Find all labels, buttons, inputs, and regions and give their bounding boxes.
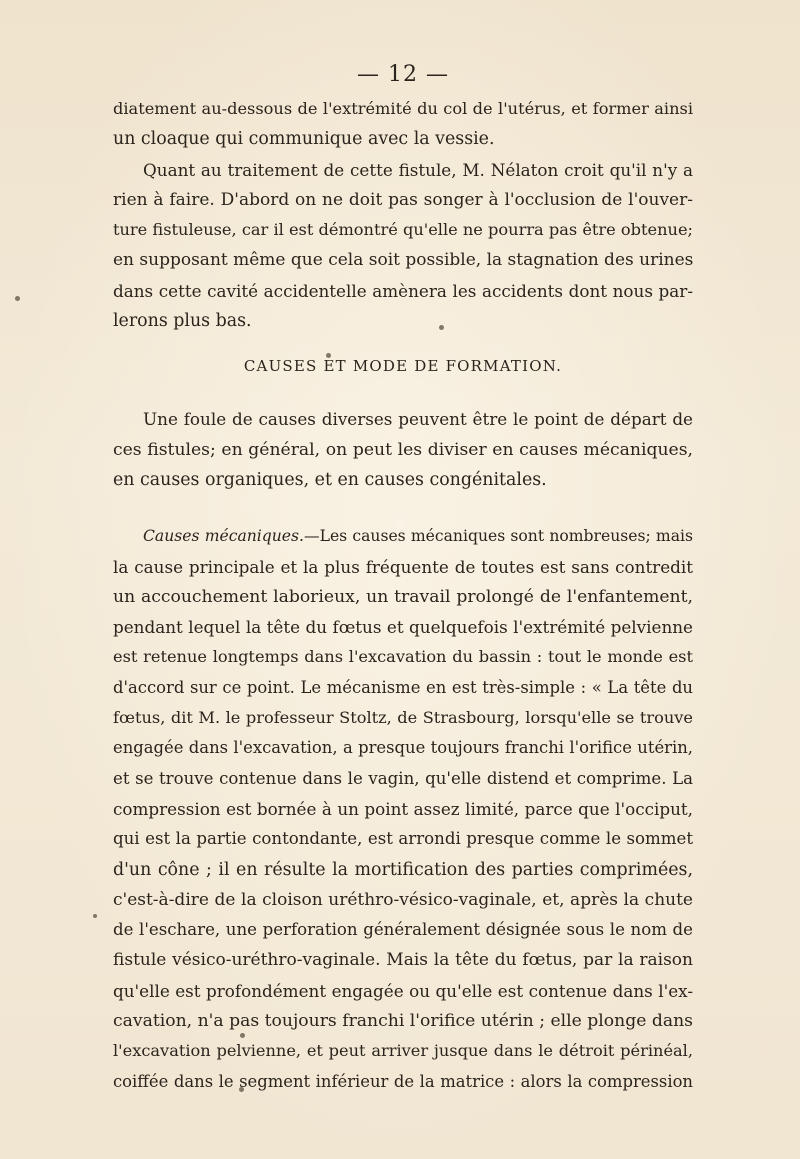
paragraph-causes-intro	[113, 404, 693, 495]
text-line: ture fistuleuse, car il est démontré qu'elle ne pourra pas être obtenue;	[113, 220, 693, 240]
paragraph-spacer	[113, 495, 693, 521]
text-line: un cloaque qui communique avec la vessie.	[113, 129, 495, 150]
text-line: diatement au-dessous de l'extrémité du col de l'utérus, et former ainsi	[113, 99, 693, 118]
text-line: qu'elle est profondément engagée ou qu'elle est contenue dans l'ex-	[113, 980, 693, 1001]
ink-speck	[93, 914, 97, 918]
text-line: cavation, n'a pas toujours franchi l'orifice utérin ; elle plonge dans	[113, 1011, 693, 1032]
text-line: d'un cône ; il en résulte la mortification des parties comprimées,	[113, 859, 693, 880]
text-line: qui est la partie contondante, est arrondi presque comme le sommet	[113, 829, 693, 849]
lead-text: —Les causes mécaniques sont nombreuses; mais	[304, 527, 693, 546]
text-line: la cause principale et la plus fréquente de toutes est sans contredit	[113, 556, 693, 577]
text-line: et se trouve contenue dans le vagin, qu'elle distend et comprime. La	[113, 768, 693, 788]
text-line: un accouchement laborieux, un travail prolongé de l'enfantement,	[113, 586, 693, 607]
ink-speck	[15, 296, 20, 301]
text-line: de l'eschare, une perforation généralement désignée sous le nom de	[113, 920, 693, 940]
text-line: fœtus, dit M. le professeur Stoltz, de Strasbourg, lorsqu'elle se trouve	[113, 708, 693, 728]
subsection-lead: Causes mécaniques.	[143, 527, 304, 546]
text-line: fistule vésico-uréthro-vaginale. Mais la tête du fœtus, par la raison	[113, 950, 693, 971]
text-line: Une foule de causes diverses peuvent être le point de départ de	[143, 409, 693, 430]
text-line: dans cette cavité accidentelle amènera les accidents dont nous par-	[113, 280, 693, 301]
text-line: compression est bornée à un point assez limité, parce que l'occiput,	[113, 798, 693, 819]
text-line: l'excavation pelvienne, et peut arriver jusque dans le détroit périnéal,	[113, 1041, 693, 1061]
page-text	[113, 58, 693, 1097]
text-line: c'est-à-dire de la cloison uréthro-vésico-vaginale, et, après la chute	[113, 889, 693, 910]
text-line: lerons plus bas.	[113, 311, 252, 332]
page-number: — 12 —	[357, 62, 449, 87]
text-line: d'accord sur ce point. Le mécanisme en est très-simple : « La tête du	[113, 677, 693, 697]
text-line: coiffée dans le segment inférieur de la matrice : alors la compression	[113, 1071, 693, 1091]
paragraph-treatment	[113, 155, 693, 337]
text-line	[113, 521, 693, 551]
text-line: engagée dans l'excavation, a presque toujours franchi l'orifice utérin,	[113, 738, 693, 758]
text-line: ces fistules; en général, on peut les diviser en causes mécaniques,	[113, 439, 693, 460]
paragraph-continuation	[113, 94, 693, 155]
text-line: en supposant même que cela soit possible, la stagnation des urines	[113, 250, 694, 271]
text-line: Quant au traitement de cette fistule, M. Nélaton croit qu'il n'y a	[143, 159, 693, 180]
text-line: rien à faire. D'abord on ne doit pas songer à l'occlusion de l'ouver-	[113, 189, 693, 210]
paragraph-mechanical-causes	[113, 521, 693, 1097]
text-line: pendant lequel la tête du fœtus et quelquefois l'extrémité pelvienne	[113, 617, 693, 638]
section-heading: CAUSES ET MODE DE FORMATION.	[243, 357, 563, 376]
text-line: est retenue longtemps dans l'excavation du bassin : tout le monde est	[113, 647, 693, 667]
text-line: en causes organiques, et en causes congénitales.	[113, 469, 547, 490]
